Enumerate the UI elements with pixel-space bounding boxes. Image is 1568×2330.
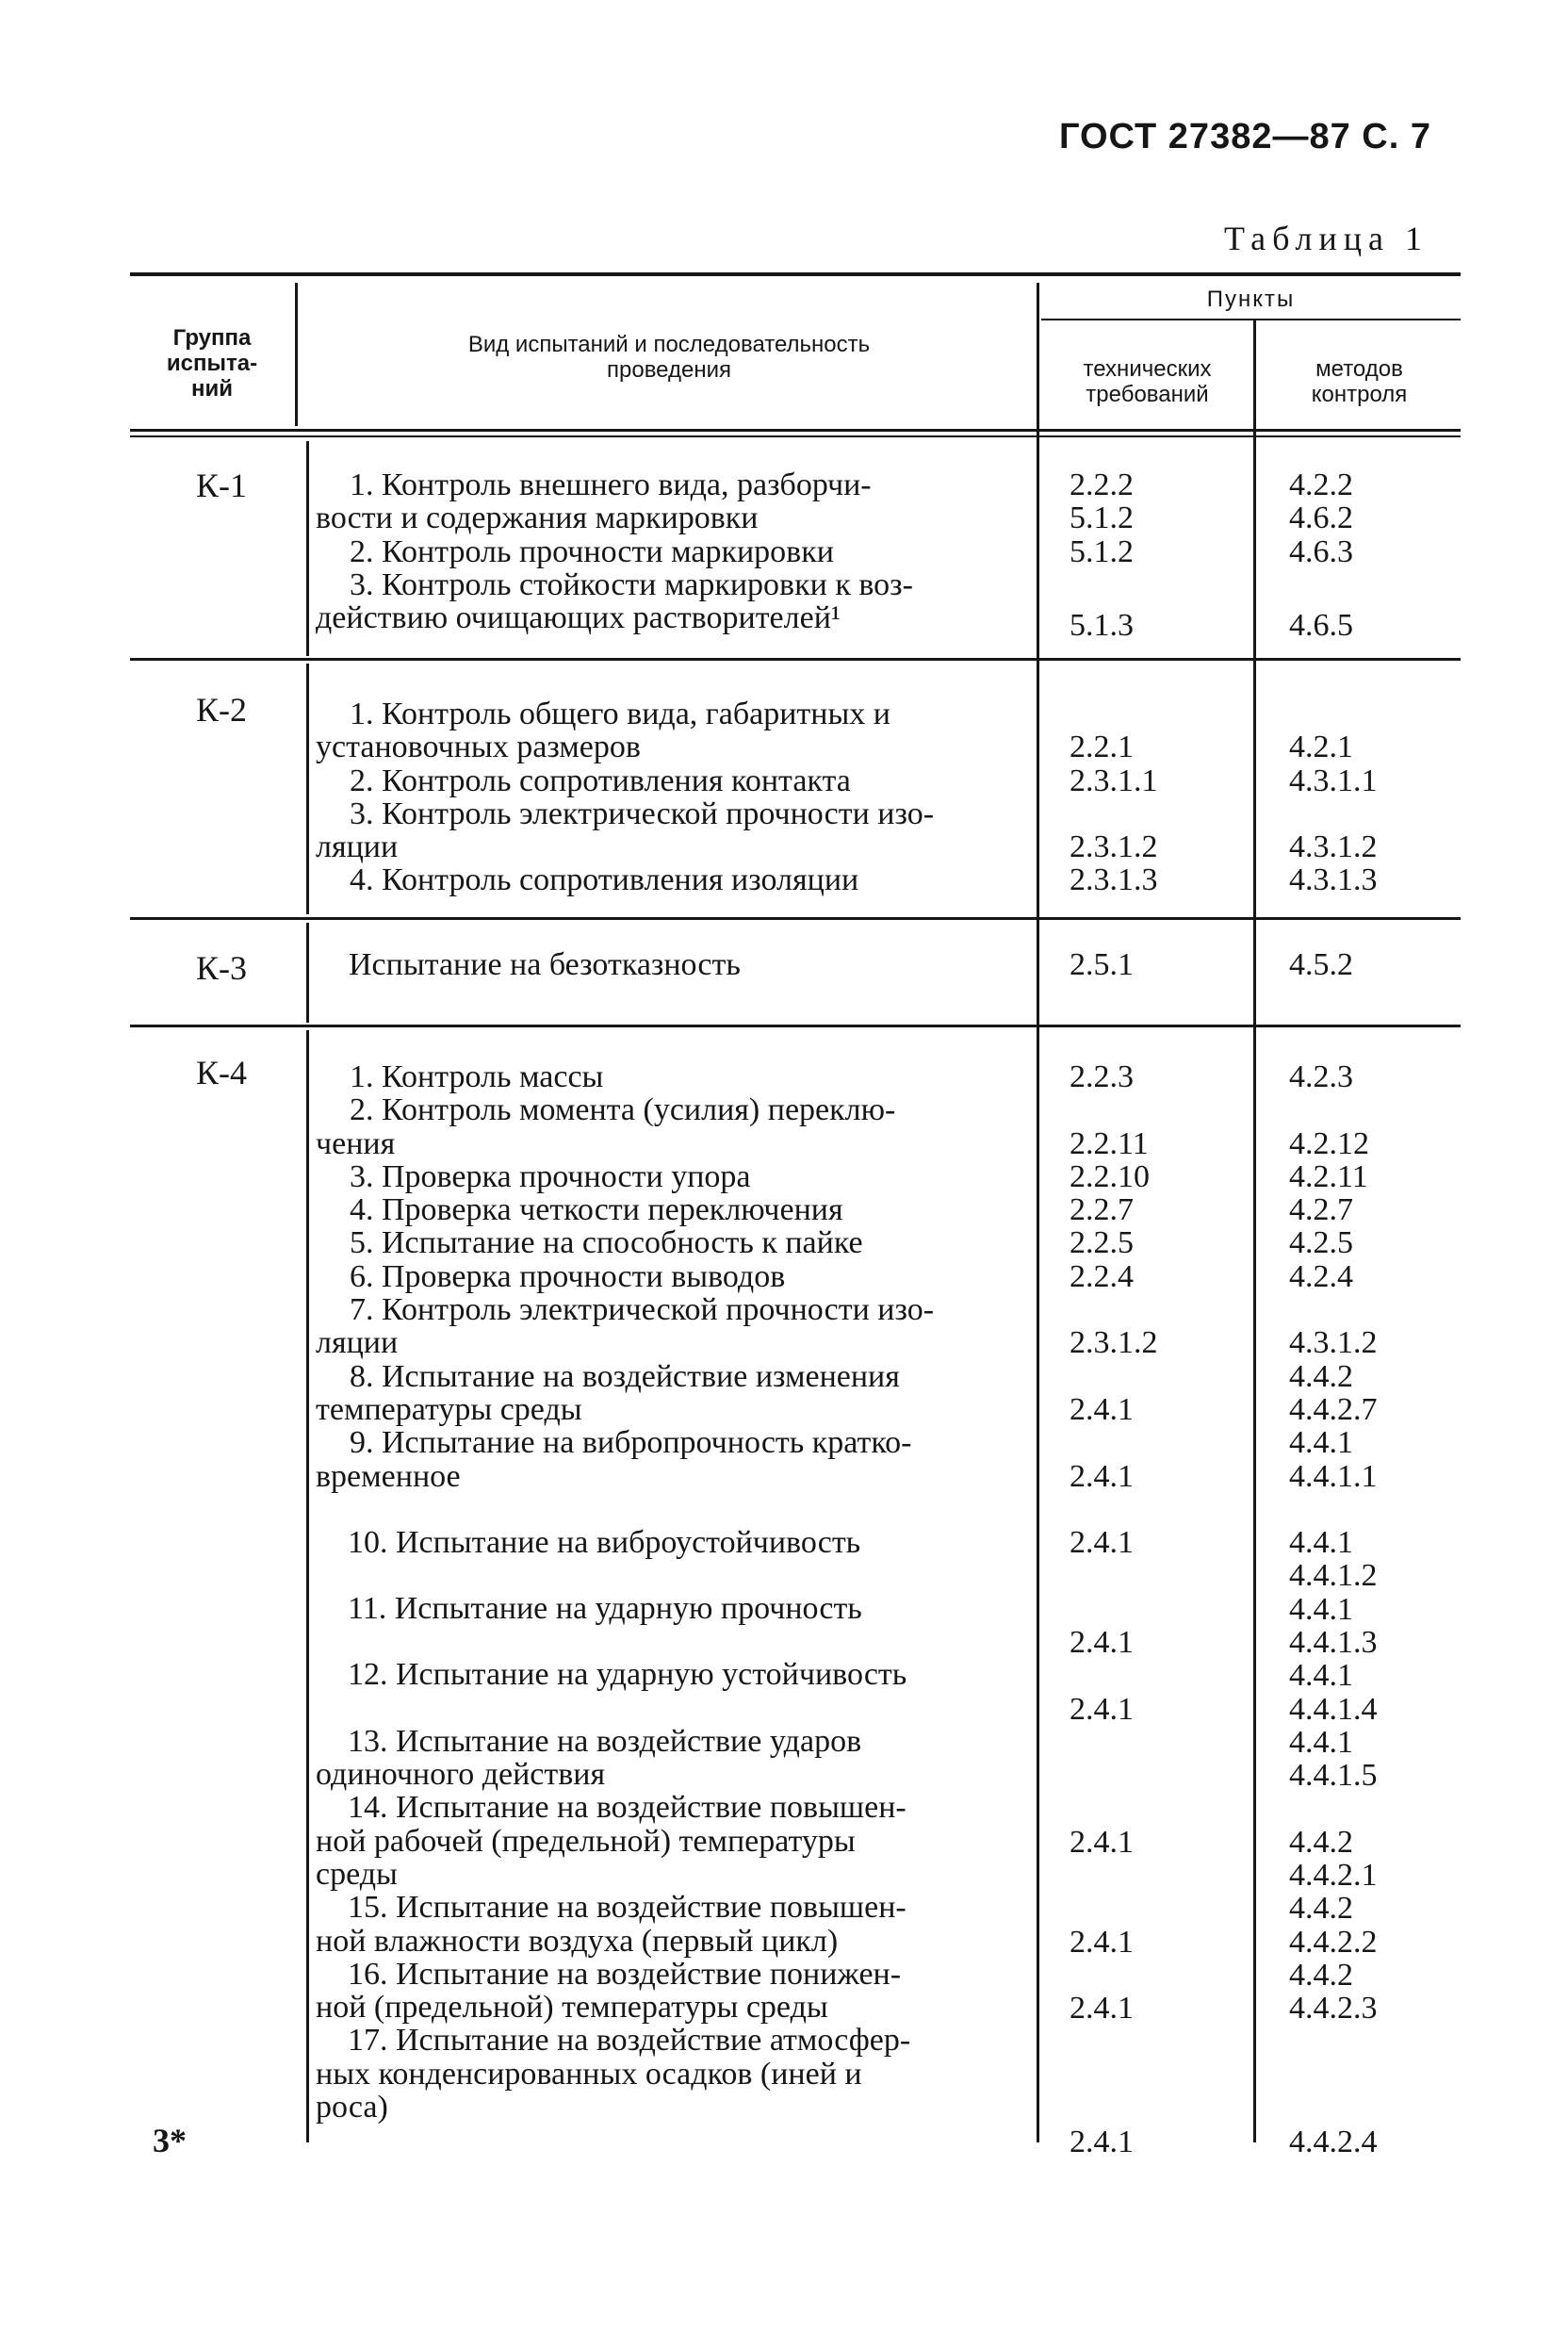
group-k3: К-3 bbox=[196, 949, 247, 987]
group-k1: К-1 bbox=[196, 467, 247, 504]
tech-k4: 2.2.3 2.2.11 2.2.10 2.2.7 2.2.5 2.2.4 2.3.1.2 2.4.1 2.4.1 2.4.1 2.4.1 2.4.1 2.4.1 2.4.1 2.4.1 2.4.1 bbox=[1070, 1059, 1158, 2159]
header-tech-req: технических требований bbox=[1083, 356, 1212, 407]
page-header: ГОСТ 27382—87 С. 7 bbox=[1058, 117, 1431, 156]
methods-k4: 4.2.3 4.2.12 4.2.11 4.2.7 4.2.5 4.2.4 4.3.1.2 4.4.2 4.4.2.7 4.4.1 4.4.1.1 4.4.1 4.4.1.2 4.4.1 4.4.1.3 4.4.1 4.4.1.4 4.4.1 4.4.1.5 4.4.2 4.4.2.1 4.4.2 4.4.2.2 4.4.2 4.4.2.3 4.4.2.4 bbox=[1289, 1059, 1378, 2159]
header-group: Группа испыта- ний bbox=[166, 325, 258, 402]
desc-k1: 1. Контроль внешнего вида, разборчи- вости и содержания маркировки 2. Контроль прочности маркировки 3. Контроль стойкости маркировки к воз- действию очищающих растворителей¹ bbox=[316, 468, 913, 636]
methods-k3: 4.5.2 bbox=[1289, 947, 1353, 982]
vline-tech bbox=[1037, 283, 1039, 2142]
vline-group bbox=[295, 283, 298, 426]
header-control-methods: методов контроля bbox=[1311, 356, 1408, 407]
table-caption: Таблица 1 bbox=[1224, 220, 1429, 257]
tech-k2: 2.2.1 2.3.1.1 2.3.1.2 2.3.1.3 bbox=[1070, 730, 1158, 898]
methods-k1: 4.2.2 4.6.2 4.6.3 4.6.5 bbox=[1289, 468, 1353, 644]
group-k4: К-4 bbox=[196, 1054, 247, 1091]
methods-k2: 4.2.1 4.3.1.1 4.3.1.2 4.3.1.3 bbox=[1289, 730, 1378, 898]
page-footer-mark: 3* bbox=[153, 2122, 187, 2159]
table-top-rule bbox=[130, 272, 1461, 276]
group-k2: К-2 bbox=[196, 691, 247, 729]
vline-group-k1 bbox=[306, 441, 309, 656]
desc-k2: 1. Контроль общего вида, габаритных и установочных размеров 2. Контроль сопротивления контакта 3. Контроль электрической прочности изо- ляции 4. Контроль сопротивления изоляции bbox=[316, 697, 935, 898]
vline-group-k4 bbox=[306, 1030, 309, 2142]
header-points: Пункты bbox=[1206, 287, 1296, 312]
row-divider-k1 bbox=[130, 658, 1461, 661]
desc-k4: 1. Контроль массы 2. Контроль момента (усилия) переклю- чения 3. Проверка прочности упора 4. Проверка четкости переключения 5. Испытание на способность к пайке 6. Проверка прочности выводов 7. Контроль электрической прочности изо- ляции 8. Испытание на воздействие изменения температуры среды 9. Испытание на вибропрочность кратко- временное 10. Испытание на виброустойчивость 11. Испытание на ударную прочность 12. Испытание на ударную устойчивость 13. Испытание на воздействие ударов одиночного действия 14. Испытание на воздействие повышен- ной рабочей (предельной) температуры среды 15. Испытание на воздействие повышен- ной влажности воздуха (первый цикл) 16. Испытание на воздействие понижен- ной (предельной) температуры среды 17. Испытание на воздействие атмосфер- ных конденсированных осадков (иней и роса) bbox=[316, 1059, 935, 2125]
desc-k3: Испытание на безотказность bbox=[349, 947, 741, 982]
tech-k3: 2.5.1 bbox=[1070, 947, 1134, 982]
row-divider-k3 bbox=[130, 1025, 1461, 1027]
header-subrule bbox=[1041, 319, 1461, 320]
vline-group-k2 bbox=[306, 664, 309, 914]
vline-methods bbox=[1253, 320, 1256, 2142]
header-bottom-rule bbox=[130, 429, 1461, 432]
tech-k1: 2.2.2 5.1.2 5.1.2 5.1.3 bbox=[1070, 468, 1134, 644]
vline-group-k3 bbox=[306, 923, 309, 1023]
header-test-type: Вид испытаний и последовательность проведения bbox=[467, 332, 871, 383]
header-bottom-rule-2 bbox=[130, 435, 1461, 437]
row-divider-k2 bbox=[130, 917, 1461, 920]
